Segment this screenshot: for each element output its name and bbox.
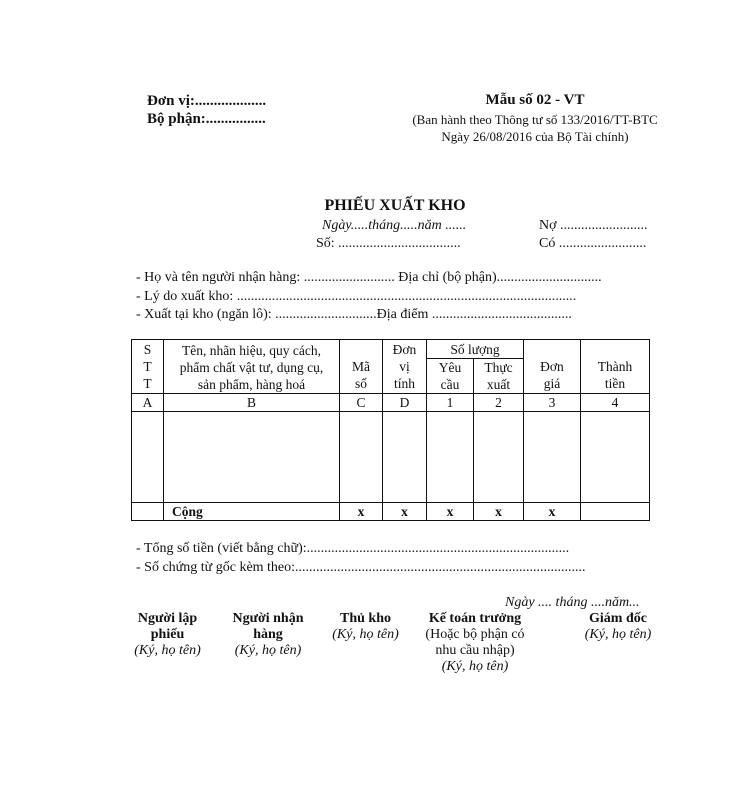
- col-letter: B: [164, 394, 340, 412]
- header-amount: Thành tiền: [581, 340, 650, 394]
- total-x-mark: x: [427, 503, 474, 521]
- don-vi-label: Đơn vị:...................: [147, 93, 267, 109]
- form-number: Mẫu số 02 - VT: [485, 92, 585, 108]
- total-x-mark: x: [474, 503, 524, 521]
- col-letter: D: [383, 394, 427, 412]
- col-letter: 1: [427, 394, 474, 412]
- signer-receiver: Người nhận hàng (Ký, họ tên): [232, 611, 304, 658]
- col-letter: 4: [581, 394, 650, 412]
- header-unit-price: Đơn giá: [524, 340, 581, 394]
- issued-date-text: Ngày 26/08/2016 của Bộ Tài chính): [441, 129, 629, 144]
- table-row: [132, 412, 650, 503]
- signer-chief-accountant: Kế toán trưởng (Hoặc bộ phận có nhu cầu nhập) (Ký, họ tên): [425, 611, 525, 674]
- total-x-mark: x: [340, 503, 383, 521]
- header-quantity: Số lượng: [427, 340, 524, 359]
- reason-field: - Lý do xuất kho: .................................................................................................: [136, 289, 577, 304]
- signer-director: Giám đốc (Ký, họ tên): [584, 611, 652, 642]
- header-code: Mã số: [340, 340, 383, 394]
- attached-documents-field: - Số chứng từ gốc kèm theo:...................................................................................: [136, 560, 586, 575]
- col-letter: 2: [474, 394, 524, 412]
- document-number: Số: ...................................: [316, 236, 461, 251]
- header-item-name: Tên, nhãn hiệu, quy cách, phẩm chất vật tư, dụng cụ, sản phẩm, hàng hoá: [164, 340, 340, 394]
- header-stt: S T T: [132, 340, 164, 394]
- col-letter: A: [132, 394, 164, 412]
- total-label: Cộng: [164, 503, 340, 521]
- signing-date: Ngày .... tháng ....năm...: [505, 595, 640, 610]
- signer-preparer: Người lập phiếu (Ký, họ tên): [134, 611, 201, 658]
- debit-account: Nợ .........................: [539, 218, 648, 233]
- header-unit: Đơn vị tính: [383, 340, 427, 394]
- bo-phan-label: Bộ phận:................: [147, 111, 266, 127]
- items-table: [131, 339, 650, 521]
- document-date: Ngày.....tháng.....năm ......: [322, 218, 467, 233]
- total-x-mark: x: [524, 503, 581, 521]
- header-actual: Thực xuất: [474, 359, 524, 394]
- total-row: [132, 503, 650, 521]
- total-x-mark: x: [383, 503, 427, 521]
- header-requested: Yêu cầu: [427, 359, 474, 394]
- document-title: PHIẾU XUẤT KHO: [324, 197, 466, 214]
- signer-storekeeper: Thủ kho (Ký, họ tên): [332, 611, 399, 642]
- warehouse-field: - Xuất tại kho (ngăn lô): .............................Địa điểm ........................................: [136, 307, 572, 322]
- col-letter: 3: [524, 394, 581, 412]
- receiver-field: - Họ và tên người nhận hàng: .......................... Địa chỉ (bộ phận)..............................: [136, 270, 602, 285]
- issued-by-text: (Ban hành theo Thông tư số 133/2016/TT-BTC: [412, 112, 658, 127]
- col-letter: C: [340, 394, 383, 412]
- total-in-words-field: - Tổng số tiền (viết bằng chữ):...........................................................................: [136, 541, 570, 556]
- credit-account: Có .........................: [539, 236, 647, 251]
